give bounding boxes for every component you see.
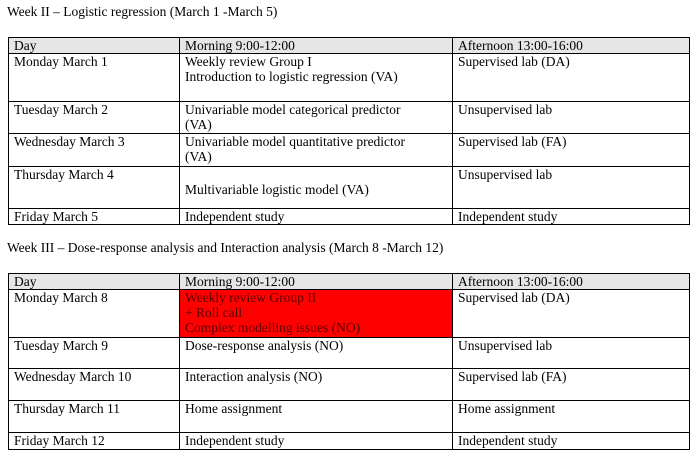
day-cell: Thursday March 4 [9, 167, 180, 209]
table-row [9, 167, 690, 209]
day-cell: Tuesday March 9 [9, 338, 180, 369]
table-row [9, 401, 690, 433]
morning-line: Weekly review Group I [185, 54, 312, 69]
morning-line: (VA) [185, 117, 212, 132]
morning-line: Univariable model quantitative predictor [185, 134, 406, 149]
afternoon-cell: Supervised lab (FA) [453, 369, 690, 401]
afternoon-cell: Supervised lab (DA) [453, 290, 690, 338]
week-3-title: Week III – Dose-response analysis and Interaction analysis (March 8 -March 12) [7, 240, 444, 255]
morning-cell [180, 167, 453, 209]
table-row [9, 134, 690, 167]
table-row [9, 369, 690, 401]
header-afternoon: Afternoon 13:00-16:00 [453, 38, 690, 54]
week-3-schedule-table [8, 273, 690, 450]
morning-cell: Interaction analysis (NO) [180, 369, 453, 401]
day-cell: Thursday March 11 [9, 401, 180, 433]
afternoon-cell: Unsupervised lab [453, 338, 690, 369]
morning-cell: Independent study [180, 209, 453, 225]
afternoon-cell: Home assignment [453, 401, 690, 433]
morning-line: Univariable model categorical predictor [185, 102, 401, 117]
header-morning: Morning 9:00-12:00 [180, 274, 453, 290]
morning-cell: Dose-response analysis (NO) [180, 338, 453, 369]
header-day: Day [9, 38, 180, 54]
afternoon-cell: Unsupervised lab [453, 167, 690, 209]
morning-cell: Home assignment [180, 401, 453, 433]
morning-cell [180, 54, 453, 102]
day-cell: Friday March 12 [9, 433, 180, 450]
table-row [9, 290, 690, 338]
morning-cell [180, 134, 453, 167]
header-morning: Morning 9:00-12:00 [180, 38, 453, 54]
afternoon-cell: Supervised lab (FA) [453, 134, 690, 167]
morning-cell-highlighted [180, 290, 453, 338]
week-2-schedule-table [8, 37, 690, 225]
table-row [9, 102, 690, 134]
afternoon-cell: Supervised lab (DA) [453, 54, 690, 102]
afternoon-cell: Independent study [453, 209, 690, 225]
day-cell: Friday March 5 [9, 209, 180, 225]
afternoon-cell: Unsupervised lab [453, 102, 690, 134]
table-row [9, 433, 690, 450]
day-cell: Tuesday March 2 [9, 102, 180, 134]
morning-line: Complex modelling issues (NO) [185, 320, 361, 335]
day-cell: Wednesday March 10 [9, 369, 180, 401]
table-row [9, 209, 690, 225]
morning-line [185, 167, 452, 182]
morning-line: Weekly review Group II [185, 290, 317, 305]
day-cell: Wednesday March 3 [9, 134, 180, 167]
table-header-row [9, 38, 690, 54]
week-2-title: Week II – Logistic regression (March 1 -March 5) [7, 4, 278, 19]
morning-line: Multivariable logistic model (VA) [185, 182, 369, 197]
morning-line: (VA) [185, 149, 212, 164]
morning-line: + Roll call [185, 305, 243, 320]
header-afternoon: Afternoon 13:00-16:00 [453, 274, 690, 290]
table-header-row [9, 274, 690, 290]
morning-line: Introduction to logistic regression (VA) [185, 69, 398, 84]
header-day: Day [9, 274, 180, 290]
day-cell: Monday March 8 [9, 290, 180, 338]
afternoon-cell: Independent study [453, 433, 690, 450]
table-row [9, 54, 690, 102]
day-cell: Monday March 1 [9, 54, 180, 102]
table-row [9, 338, 690, 369]
morning-cell: Independent study [180, 433, 453, 450]
morning-cell [180, 102, 453, 134]
